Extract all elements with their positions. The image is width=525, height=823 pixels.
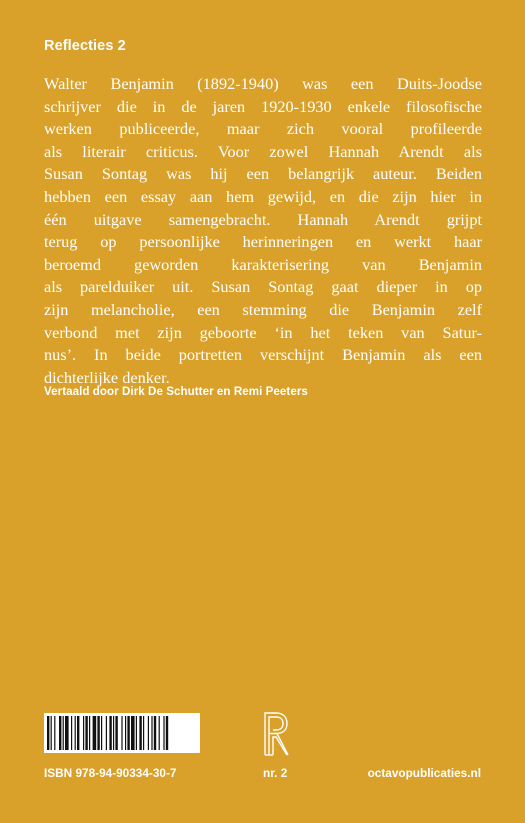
barcode-bar [89,716,90,750]
translator-credit: Vertaald door Dirk De Schutter en Remi Peeters [44,385,308,398]
description-line: schrijver die in de jaren 1920-1930 enkele filosofische [44,96,482,116]
series-number: nr. 2 [263,766,288,780]
barcode-bar [101,716,102,750]
barcode-bar [47,716,49,750]
barcode-bar [148,716,149,750]
description-line: Susan Sontag was hij een belangrijk auteur. Beiden [44,164,482,184]
description-line: Walter Benjamin (1892-1940) was een Duits-Joodse [44,74,482,93]
barcode-bar [136,716,137,750]
barcode-bar [139,716,141,750]
barcode-bar [143,716,144,750]
barcode-bar [151,716,152,750]
barcode-bar [54,716,55,750]
description-line: als parelduiker uit. Susan Sontag gaat dieper in op [44,277,482,297]
description-line: werken publiceerde, maar zich vooral profileerde [44,119,482,139]
barcode-bar [51,716,52,750]
barcode-bar [106,716,107,750]
barcode-bar [63,716,64,750]
barcode-bar [59,716,61,750]
barcode-bar [131,716,135,750]
barcode-bar [125,716,126,750]
barcode-bar [75,716,76,750]
barcode-bar [97,716,99,750]
description-line: beroemd geworden karakterisering van Benjamin [44,254,482,274]
barcode-bar [83,716,84,750]
description-line: hebben een essay aan hem gewijd, en die zijn hier in [44,186,482,206]
barcode-icon [44,713,200,753]
barcode-bar [71,716,72,750]
barcode-bar [163,716,164,750]
description-line: als literair criticus. Voor zowel Hannah Arendt als [44,141,482,161]
barcode-bar [113,716,114,750]
description-line: verbond met zijn geboorte ‘in het teken van Satur- [44,322,482,342]
description-text [44,73,482,389]
barcode-bar [121,716,122,750]
barcode-bar [65,716,69,750]
series-title: Reflecties 2 [44,38,126,54]
barcode-bar [166,716,168,750]
barcode-bars [44,713,200,753]
description-line: dichterlijke denker. [44,367,170,387]
description-line: nus’. In beide portretten verschijnt Benjamin als een [44,345,482,365]
description-line: zijn melancholie, een stemming die Benjamin zelf [44,299,482,319]
isbn-number: ISBN 978-94-90334-30-7 [44,766,177,780]
barcode-bar [93,716,97,750]
barcode-bar [159,716,160,750]
barcode-bar [115,716,117,750]
octavo-r-logo-icon [263,711,289,757]
barcode-bar [154,716,156,750]
barcode-bar [77,716,79,750]
description-line: terug op persoonlijke herinneringen en werkt haar [44,232,482,252]
barcode-bar [109,716,111,750]
description-line: één uitgave samengebracht. Hannah Arendt grijpt [44,209,482,229]
barcode-bar [127,716,129,750]
website-link[interactable]: octavopublicaties.nl [367,766,481,780]
barcode-bar [85,716,87,750]
